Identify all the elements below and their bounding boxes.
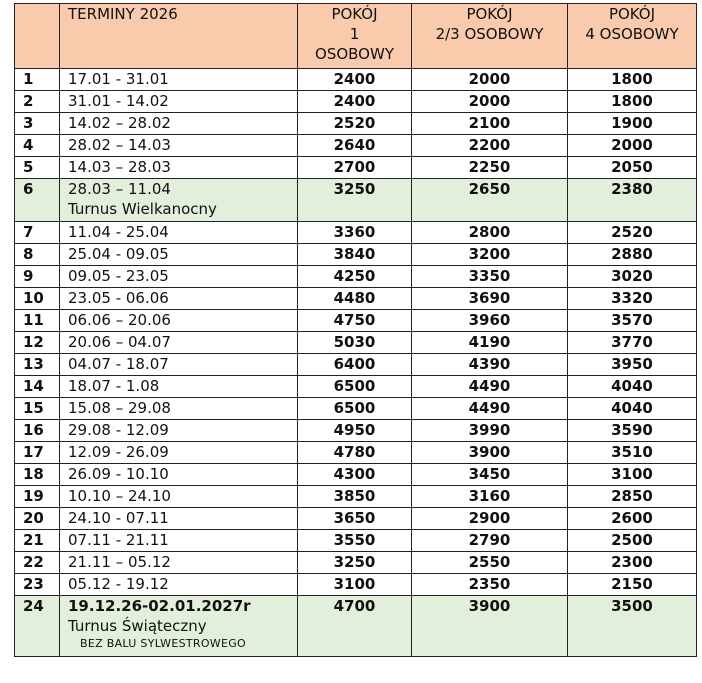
price-p1: 4480 bbox=[298, 288, 412, 310]
term-note-secondary: BEZ BALU SYLWESTROWEGO bbox=[80, 637, 246, 650]
row-term bbox=[60, 486, 298, 508]
row-term bbox=[60, 288, 298, 310]
price-p4: 3950 bbox=[568, 354, 697, 376]
price-p4: 4040 bbox=[568, 398, 697, 420]
header-line: POKÓJ bbox=[608, 5, 656, 23]
row-term bbox=[60, 113, 298, 135]
price-p23: 2350 bbox=[412, 574, 568, 596]
table-row bbox=[15, 310, 697, 332]
term-dates: 14.03 – 28.03 bbox=[68, 158, 171, 176]
table-row bbox=[15, 464, 697, 486]
price-p1: 3650 bbox=[298, 508, 412, 530]
term-dates: 28.02 – 14.03 bbox=[68, 136, 171, 154]
row-number: 24 bbox=[15, 596, 60, 657]
row-number: 15 bbox=[15, 398, 60, 420]
row-number: 23 bbox=[15, 574, 60, 596]
price-p1: 3250 bbox=[298, 552, 412, 574]
row-term bbox=[60, 91, 298, 113]
price-p23: 4490 bbox=[412, 398, 568, 420]
table-row bbox=[15, 376, 697, 398]
table-row bbox=[15, 530, 697, 552]
price-p23: 2790 bbox=[412, 530, 568, 552]
term-note: Turnus Wielkanocny bbox=[68, 200, 217, 218]
header-line: POKÓJ bbox=[466, 5, 513, 23]
price-p4: 1900 bbox=[568, 113, 697, 135]
row-term bbox=[60, 310, 298, 332]
term-dates: 10.10 – 24.10 bbox=[68, 487, 171, 505]
term-dates: 23.05 - 06.06 bbox=[68, 289, 169, 307]
price-p23: 2550 bbox=[412, 552, 568, 574]
row-term bbox=[60, 464, 298, 486]
row-term bbox=[60, 157, 298, 179]
price-p4: 2880 bbox=[568, 244, 697, 266]
row-term bbox=[60, 69, 298, 91]
table-row bbox=[15, 135, 697, 157]
header-row bbox=[15, 4, 697, 69]
table-row bbox=[15, 574, 697, 596]
row-term bbox=[60, 244, 298, 266]
price-table bbox=[14, 3, 697, 657]
table-row bbox=[15, 596, 697, 657]
row-number: 5 bbox=[15, 157, 60, 179]
row-number: 20 bbox=[15, 508, 60, 530]
row-number: 16 bbox=[15, 420, 60, 442]
table-row bbox=[15, 266, 697, 288]
table-row bbox=[15, 442, 697, 464]
term-dates: 21.11 – 05.12 bbox=[68, 553, 171, 571]
table-row bbox=[15, 288, 697, 310]
price-p4: 2050 bbox=[568, 157, 697, 179]
row-term bbox=[60, 552, 298, 574]
row-number: 10 bbox=[15, 288, 60, 310]
table-row bbox=[15, 222, 697, 244]
term-dates: 09.05 - 23.05 bbox=[68, 267, 169, 285]
term-dates: 14.02 – 28.02 bbox=[68, 114, 171, 132]
table-row bbox=[15, 420, 697, 442]
row-number: 12 bbox=[15, 332, 60, 354]
row-term bbox=[60, 222, 298, 244]
price-p23: 2000 bbox=[412, 69, 568, 91]
term-dates: 11.04 - 25.04 bbox=[68, 223, 169, 241]
table-row bbox=[15, 398, 697, 420]
row-term bbox=[60, 398, 298, 420]
price-p23: 3450 bbox=[412, 464, 568, 486]
header-number bbox=[15, 4, 60, 69]
row-term bbox=[60, 354, 298, 376]
price-p23: 4490 bbox=[412, 376, 568, 398]
price-p4: 3020 bbox=[568, 266, 697, 288]
row-number: 22 bbox=[15, 552, 60, 574]
row-number: 7 bbox=[15, 222, 60, 244]
price-p4: 3570 bbox=[568, 310, 697, 332]
price-p4: 1800 bbox=[568, 91, 697, 113]
price-p1: 4700 bbox=[298, 596, 412, 657]
term-dates: 29.08 - 12.09 bbox=[68, 421, 169, 439]
price-p4: 3500 bbox=[568, 596, 697, 657]
price-p4: 3320 bbox=[568, 288, 697, 310]
table-row bbox=[15, 157, 697, 179]
term-dates: 19.12.26-02.01.2027r bbox=[68, 597, 251, 615]
price-p23: 2250 bbox=[412, 157, 568, 179]
price-p1: 3360 bbox=[298, 222, 412, 244]
price-p1: 3250 bbox=[298, 179, 412, 222]
term-dates: 15.08 – 29.08 bbox=[68, 399, 171, 417]
price-p4: 2600 bbox=[568, 508, 697, 530]
row-term bbox=[60, 596, 298, 657]
price-p4: 2380 bbox=[568, 179, 697, 222]
table-row bbox=[15, 91, 697, 113]
term-note: Turnus Świąteczny bbox=[68, 617, 207, 635]
price-p1: 4750 bbox=[298, 310, 412, 332]
price-p1: 2400 bbox=[298, 69, 412, 91]
header-quad-room bbox=[568, 4, 697, 69]
row-term bbox=[60, 179, 298, 222]
row-term bbox=[60, 266, 298, 288]
row-number: 2 bbox=[15, 91, 60, 113]
row-number: 1 bbox=[15, 69, 60, 91]
row-number: 3 bbox=[15, 113, 60, 135]
row-number: 8 bbox=[15, 244, 60, 266]
row-number: 6 bbox=[15, 179, 60, 222]
price-p23: 3900 bbox=[412, 596, 568, 657]
price-p1: 3100 bbox=[298, 574, 412, 596]
price-p23: 4190 bbox=[412, 332, 568, 354]
price-p4: 4040 bbox=[568, 376, 697, 398]
price-p4: 2850 bbox=[568, 486, 697, 508]
price-p1: 2400 bbox=[298, 91, 412, 113]
row-number: 13 bbox=[15, 354, 60, 376]
price-p23: 2650 bbox=[412, 179, 568, 222]
price-p4: 2000 bbox=[568, 135, 697, 157]
price-p23: 3990 bbox=[412, 420, 568, 442]
table-row bbox=[15, 244, 697, 266]
price-p1: 5030 bbox=[298, 332, 412, 354]
price-p23: 3900 bbox=[412, 442, 568, 464]
row-number: 11 bbox=[15, 310, 60, 332]
row-term bbox=[60, 530, 298, 552]
header-line: 4 OSOBOWY bbox=[585, 25, 679, 43]
header-terms: TERMINY 2026 bbox=[60, 4, 298, 69]
price-p4: 1800 bbox=[568, 69, 697, 91]
price-p1: 6400 bbox=[298, 354, 412, 376]
row-term bbox=[60, 574, 298, 596]
price-p23: 3690 bbox=[412, 288, 568, 310]
term-dates: 28.03 – 11.04 bbox=[68, 180, 171, 198]
row-term bbox=[60, 442, 298, 464]
header-line: 1 bbox=[349, 25, 360, 43]
price-p23: 3350 bbox=[412, 266, 568, 288]
row-term bbox=[60, 508, 298, 530]
header-line: OSOBOWY bbox=[315, 45, 394, 63]
row-term bbox=[60, 376, 298, 398]
price-p1: 2700 bbox=[298, 157, 412, 179]
row-number: 18 bbox=[15, 464, 60, 486]
row-number: 17 bbox=[15, 442, 60, 464]
header-single-room bbox=[298, 4, 412, 69]
price-p23: 2000 bbox=[412, 91, 568, 113]
term-dates: 26.09 - 10.10 bbox=[68, 465, 169, 483]
term-dates: 17.01 - 31.01 bbox=[68, 70, 169, 88]
row-number: 14 bbox=[15, 376, 60, 398]
term-dates: 07.11 - 21.11 bbox=[68, 531, 169, 549]
price-p4: 2500 bbox=[568, 530, 697, 552]
table-row bbox=[15, 486, 697, 508]
price-p23: 3200 bbox=[412, 244, 568, 266]
price-p1: 3850 bbox=[298, 486, 412, 508]
table-row bbox=[15, 552, 697, 574]
price-p23: 3960 bbox=[412, 310, 568, 332]
table-body bbox=[15, 69, 697, 657]
row-number: 19 bbox=[15, 486, 60, 508]
term-dates: 04.07 - 18.07 bbox=[68, 355, 169, 373]
price-p23: 3160 bbox=[412, 486, 568, 508]
price-p4: 3510 bbox=[568, 442, 697, 464]
price-p4: 2300 bbox=[568, 552, 697, 574]
table-row bbox=[15, 113, 697, 135]
row-term bbox=[60, 135, 298, 157]
row-number: 4 bbox=[15, 135, 60, 157]
row-term bbox=[60, 332, 298, 354]
term-dates: 25.04 - 09.05 bbox=[68, 245, 169, 263]
term-dates: 06.06 – 20.06 bbox=[68, 311, 171, 329]
price-p4: 3100 bbox=[568, 464, 697, 486]
price-p1: 4780 bbox=[298, 442, 412, 464]
term-dates: 05.12 - 19.12 bbox=[68, 575, 169, 593]
table-row bbox=[15, 332, 697, 354]
price-p4: 3590 bbox=[568, 420, 697, 442]
header-line: POKÓJ bbox=[331, 5, 378, 23]
term-dates: 24.10 - 07.11 bbox=[68, 509, 169, 527]
table-row bbox=[15, 69, 697, 91]
table-row bbox=[15, 508, 697, 530]
row-number: 9 bbox=[15, 266, 60, 288]
table-row bbox=[15, 179, 697, 222]
term-dates: 31.01 - 14.02 bbox=[68, 92, 169, 110]
price-p1: 4950 bbox=[298, 420, 412, 442]
price-p23: 2900 bbox=[412, 508, 568, 530]
header-line: 2/3 OSOBOWY bbox=[435, 25, 544, 43]
price-p1: 3840 bbox=[298, 244, 412, 266]
header-double-triple-room bbox=[412, 4, 568, 69]
row-number: 21 bbox=[15, 530, 60, 552]
price-p4: 2520 bbox=[568, 222, 697, 244]
price-p4: 3770 bbox=[568, 332, 697, 354]
price-p1: 4250 bbox=[298, 266, 412, 288]
price-p1: 6500 bbox=[298, 398, 412, 420]
term-dates: 20.06 – 04.07 bbox=[68, 333, 171, 351]
price-p23: 2800 bbox=[412, 222, 568, 244]
price-p23: 4390 bbox=[412, 354, 568, 376]
price-p23: 2200 bbox=[412, 135, 568, 157]
price-p4: 2150 bbox=[568, 574, 697, 596]
price-p1: 4300 bbox=[298, 464, 412, 486]
price-p1: 6500 bbox=[298, 376, 412, 398]
price-p1: 3550 bbox=[298, 530, 412, 552]
price-p1: 2640 bbox=[298, 135, 412, 157]
term-dates: 12.09 - 26.09 bbox=[68, 443, 169, 461]
table-row bbox=[15, 354, 697, 376]
row-term bbox=[60, 420, 298, 442]
term-dates: 18.07 - 1.08 bbox=[68, 377, 160, 395]
price-p23: 2100 bbox=[412, 113, 568, 135]
price-p1: 2520 bbox=[298, 113, 412, 135]
